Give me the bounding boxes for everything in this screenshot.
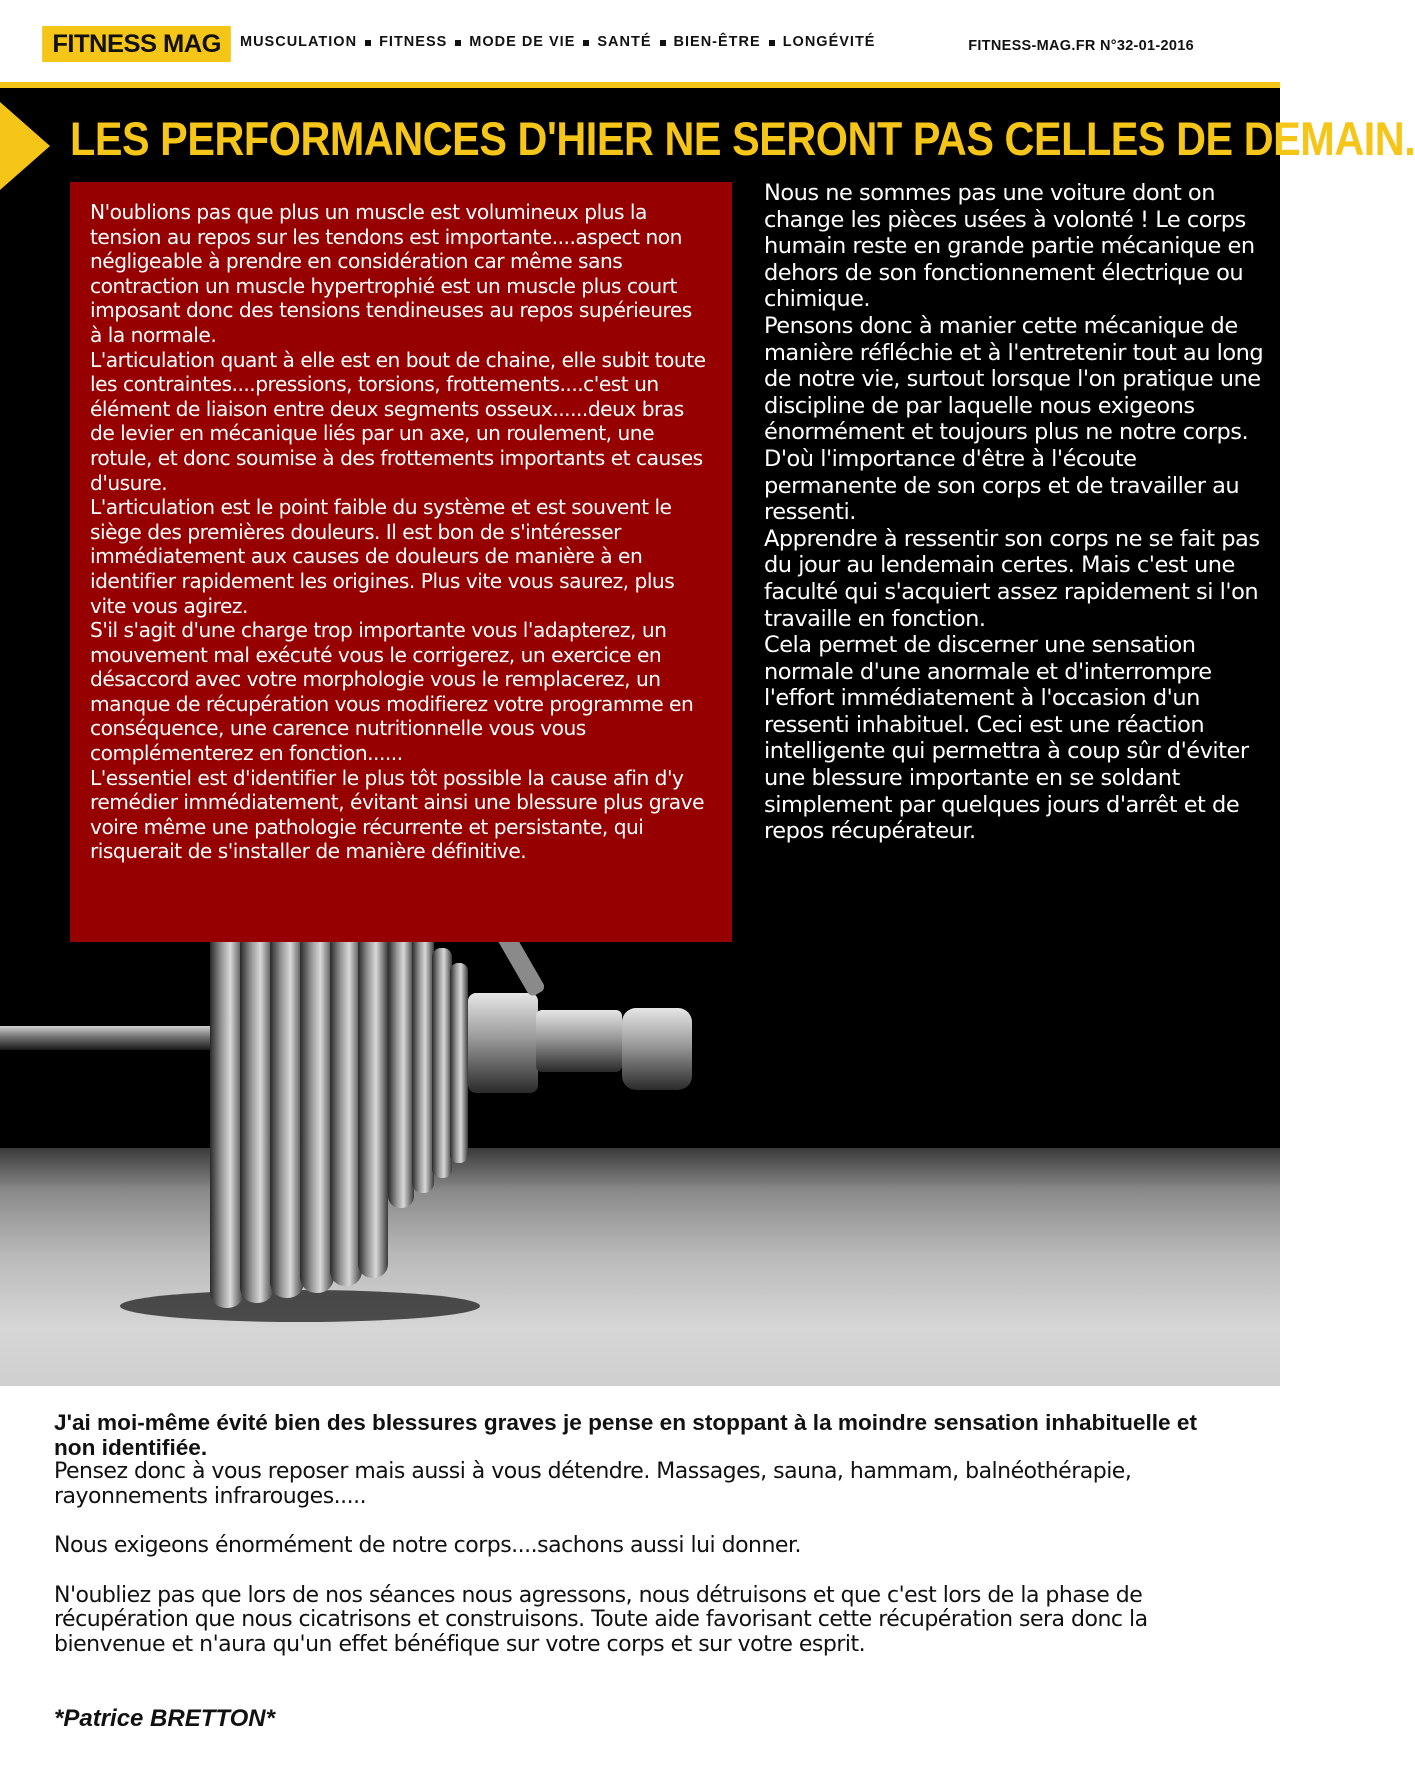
bottom-paragraph: Pensez donc à vous reposer mais aussi à vous détendre. Massages, sauna, hammam, balnéothérapie, rayonnements infrarouges..... (54, 1459, 1132, 1509)
square-separator-icon (769, 40, 775, 46)
bottom-paragraph: Nous exigeons énormément de notre corps....sachons aussi lui donner. (54, 1533, 801, 1558)
red-box-paragraph: L'articulation quant à elle est en bout de chaine, elle subit toute les contraintes....pressions, torsions, frottements....c'est un élément de liaison entre deux segments osseux......deux bras de levier en mécanique liés par un axe, un roulement, une rotule, et donc soumise à des frottements importants et causes d'usure. (90, 347, 706, 495)
section-nav (240, 34, 875, 50)
plate-8 (412, 933, 434, 1193)
right-paragraph: Cela permet de discerner une sensation normale d'une anormale et d'interrompre l'effort immédiatement à l'occasion d'un ressenti inhabituel. Ceci est une réaction intelligente qui permettra à coup sûr d'éviter une blessure importante en se soldant simplement par quelques jours d'arrêt et de repos récupérateur. (764, 632, 1249, 845)
bottom-paragraph: N'oubliez pas que lors de nos séances nous agressons, nous détruisons et que c'est lors de la phase de récupération que nous cicatrisons et construisons. Toute aide favorisant cette récupération sera donc la bienvenue et n'aura qu'un effet bénéfique sur votre corps et sur votre esprit. (54, 1582, 1148, 1657)
right-paragraph: Pensons donc à manier cette mécanique de manière réfléchie et à l'entretenir tout au long de notre vie, surtout lorsque l'on pratique une discipline de par laquelle nous exigeons énormément et toujours plus ne notre corps. (764, 312, 1264, 446)
barbell-collar (468, 993, 538, 1093)
nav-item-musculation[interactable]: MUSCULATION (240, 34, 358, 50)
red-box-paragraph: L'essentiel est d'identifier le plus tôt possible la cause afin d'y remédier immédiatement, évitant ainsi une blessure plus grave voire même une pathologie récurrente et persistante, qui risquerait de s'installer de manière définitive. (90, 765, 705, 864)
plate-9 (432, 948, 452, 1178)
red-text-box (70, 182, 732, 942)
right-text-column (764, 180, 1264, 845)
right-paragraph: D'où l'importance d'être à l'écoute permanente de son corps et de travailler au ressenti. (764, 445, 1240, 526)
plate-7 (388, 918, 414, 1208)
nav-item-sante[interactable]: SANTÉ (597, 34, 652, 50)
red-box-paragraph: S'il s'agit d'une charge trop importante vous l'adapterez, un mouvement mal exécuté vous le corrigerez, un exercice en désaccord avec votre morphologie vous le remplacerez, un manque de récupération vous modifierez votre programme en conséquence, une carence nutritionnelle vous vous complémenterez en fonction...... (90, 618, 694, 766)
author-signature: *Patrice BRETTON* (54, 1705, 275, 1732)
hero-photo-section (0, 88, 1415, 1386)
square-separator-icon (660, 40, 666, 46)
nav-item-longevite[interactable]: LONGÉVITÉ (782, 34, 876, 50)
barbell-sleeve-end (622, 1008, 692, 1090)
issue-info: FITNESS-MAG.FR N°32-01-2016 (968, 38, 1194, 54)
masthead (0, 0, 1280, 82)
barbell-shadow (120, 1290, 480, 1322)
nav-item-fitness[interactable]: FITNESS (379, 34, 448, 50)
nav-item-bien-etre[interactable]: BIEN-ÊTRE (673, 34, 761, 50)
square-separator-icon (365, 40, 371, 46)
headline-arrow-icon (0, 102, 50, 190)
barbell-sleeve (536, 1010, 622, 1072)
barbell-bar (0, 1026, 230, 1050)
bottom-text-section (54, 1410, 1234, 1657)
article-headline: LES PERFORMANCES D'HIER NE SERONT PAS CELLES DE DEMAIN. (70, 112, 1415, 165)
nav-item-mode-de-vie[interactable]: MODE DE VIE (469, 34, 576, 50)
red-box-paragraph: L'articulation est le point faible du système et est souvent le siège des premières douleurs. Il est bon de s'intéresser immédiatement aux causes de douleurs de manière à en identifier rapidement les origines. Plus vite vous saurez, plus vite vous agirez. (90, 495, 675, 618)
square-separator-icon (455, 40, 461, 46)
right-paragraph: Nous ne sommes pas une voiture dont on change les pièces usées à volonté ! Le corps humain reste en grande partie mécanique en dehors de son fonctionnement électrique ou chimique. (764, 180, 1255, 313)
bold-lead-sentence: J'ai moi-même évité bien des blessures graves je pense en stoppant à la moindre sensation inhabituelle et non identifiée. (54, 1410, 1197, 1460)
red-box-paragraph: N'oublions pas que plus un muscle est volumineux plus la tension au repos sur les tendons est importante....aspect non négligeable à prendre en considération car même sans contraction un muscle hypertrophié est un muscle plus court imposant donc des tensions tendineuses au repos supérieures à la normale. (90, 200, 692, 347)
right-paragraph: Apprendre à ressentir son corps ne se fait pas du jour au lendemain certes. Mais c'est une faculté qui s'acquiert assez rapidement si l'on travaille en fonction. (764, 525, 1260, 632)
plate-10 (450, 963, 468, 1163)
square-separator-icon (583, 40, 589, 46)
fitness-mag-logo[interactable]: FITNESS MAG (42, 26, 231, 62)
